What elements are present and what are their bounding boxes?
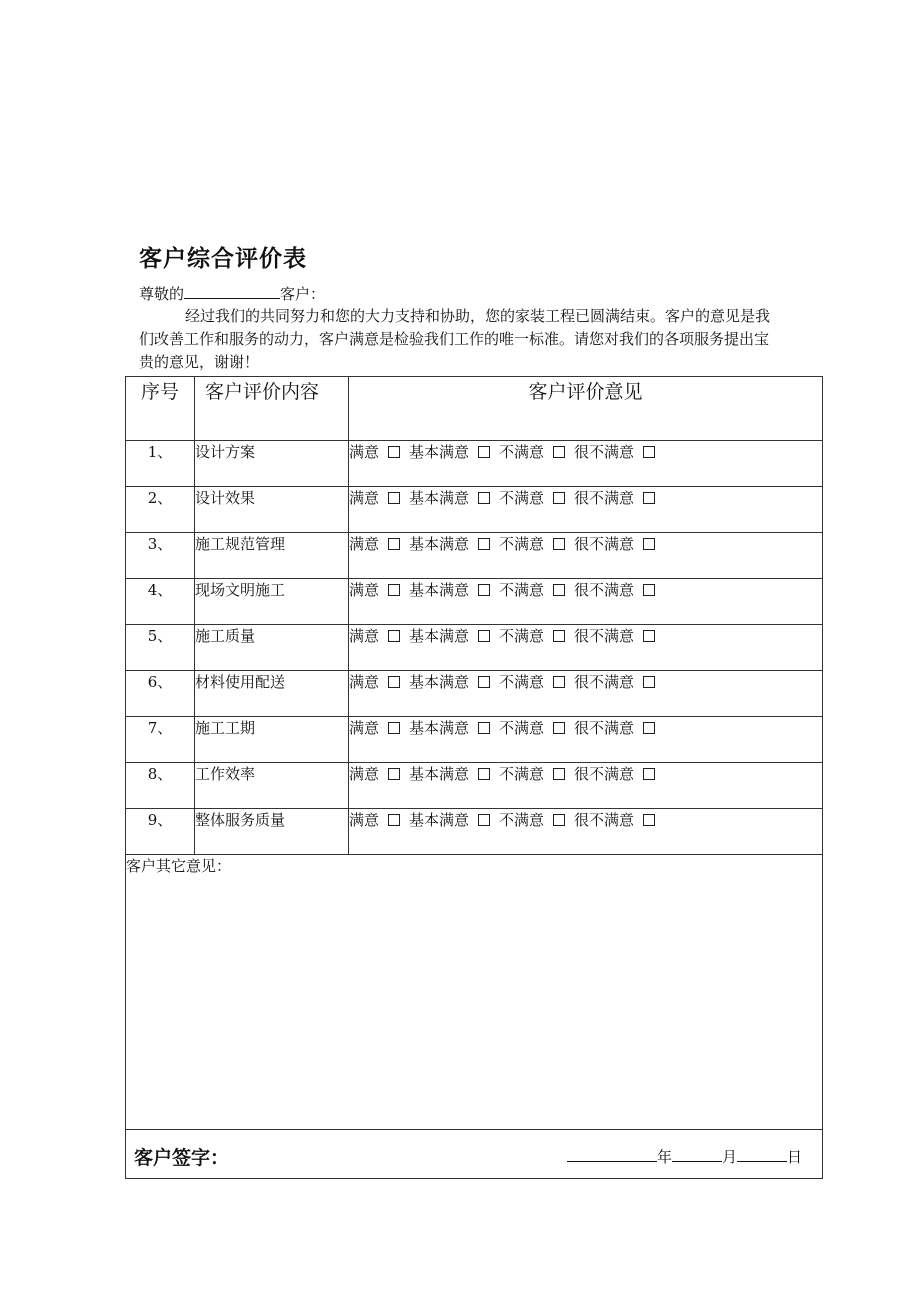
- rating-option-label: 不满意: [499, 535, 545, 553]
- rating-option-label: 基本满意: [409, 581, 470, 599]
- rating-checkbox[interactable]: [553, 538, 565, 550]
- customer-name-blank[interactable]: [184, 284, 280, 299]
- day-label: 日: [786, 1148, 802, 1166]
- rating-option-label: 不满意: [499, 489, 545, 507]
- row-number: 5、: [126, 625, 195, 671]
- header-content: 客户评价内容: [195, 377, 349, 441]
- table-row: [126, 717, 823, 763]
- rating-checkbox[interactable]: [388, 630, 400, 642]
- rating-checkbox[interactable]: [388, 538, 400, 550]
- rating-option: [499, 763, 565, 784]
- rating-option-label: 满意: [349, 811, 380, 829]
- rating-option-label: 基本满意: [409, 489, 470, 507]
- rating-option: [409, 487, 490, 508]
- rating-options: [349, 533, 823, 579]
- rating-checkbox[interactable]: [643, 584, 655, 596]
- rating-option-label: 基本满意: [409, 765, 470, 783]
- rating-option-label: 满意: [349, 765, 380, 783]
- row-number: 4、: [126, 579, 195, 625]
- rating-checkbox[interactable]: [553, 492, 565, 504]
- rating-checkbox[interactable]: [478, 492, 490, 504]
- row-item: 施工质量: [195, 625, 349, 671]
- row-number: 7、: [126, 717, 195, 763]
- rating-option-label: 满意: [349, 673, 380, 691]
- rating-option: [499, 625, 565, 646]
- rating-option-label: 满意: [349, 443, 380, 461]
- rating-option: [574, 809, 655, 830]
- rating-option-label: 基本满意: [409, 535, 470, 553]
- rating-checkbox[interactable]: [478, 446, 490, 458]
- rating-option-label: 很不满意: [574, 627, 635, 645]
- rating-option: [409, 671, 490, 692]
- table-row: [126, 579, 823, 625]
- rating-checkbox[interactable]: [388, 814, 400, 826]
- rating-checkbox[interactable]: [553, 630, 565, 642]
- rating-option: [574, 625, 655, 646]
- rating-option-label: 很不满意: [574, 535, 635, 553]
- rating-checkbox[interactable]: [388, 446, 400, 458]
- signature-cell: [126, 1130, 823, 1179]
- rating-option-label: 不满意: [499, 765, 545, 783]
- table-header-row: [126, 377, 823, 441]
- rating-option: [499, 809, 565, 830]
- rating-checkbox[interactable]: [643, 630, 655, 642]
- other-opinions-cell[interactable]: [126, 855, 823, 1130]
- rating-option: [574, 763, 655, 784]
- rating-option: [574, 717, 655, 738]
- rating-checkbox[interactable]: [388, 722, 400, 734]
- rating-option: [499, 671, 565, 692]
- rating-option-label: 很不满意: [574, 581, 635, 599]
- other-opinions-label: 客户其它意见：: [126, 857, 232, 875]
- rating-option: [349, 487, 400, 508]
- rating-option-label: 很不满意: [574, 811, 635, 829]
- rating-option: [409, 533, 490, 554]
- row-number: 1、: [126, 441, 195, 487]
- rating-option: [574, 671, 655, 692]
- rating-option-label: 很不满意: [574, 765, 635, 783]
- row-item: 现场文明施工: [195, 579, 349, 625]
- rating-option: [349, 671, 400, 692]
- rating-option: [409, 579, 490, 600]
- table-row: [126, 441, 823, 487]
- rating-checkbox[interactable]: [643, 538, 655, 550]
- row-item: 施工规范管理: [195, 533, 349, 579]
- rating-option: [499, 717, 565, 738]
- rating-option: [349, 625, 400, 646]
- rating-option: [349, 579, 400, 600]
- year-label: 年: [656, 1148, 672, 1166]
- rating-options: [349, 441, 823, 487]
- rating-checkbox[interactable]: [478, 584, 490, 596]
- rating-option-label: 不满意: [499, 811, 545, 829]
- rating-option: [574, 579, 655, 600]
- rating-options: [349, 763, 823, 809]
- rating-checkbox[interactable]: [388, 676, 400, 688]
- header-opinion: 客户评价意见: [349, 377, 823, 441]
- rating-option: [349, 441, 400, 462]
- rating-option: [349, 533, 400, 554]
- rating-option: [574, 533, 655, 554]
- table-row: [126, 533, 823, 579]
- rating-option-label: 很不满意: [574, 673, 635, 691]
- rating-checkbox[interactable]: [478, 722, 490, 734]
- rating-option: [409, 809, 490, 830]
- rating-option: [574, 441, 655, 462]
- rating-checkbox[interactable]: [643, 722, 655, 734]
- rating-option: [499, 579, 565, 600]
- table-row: [126, 809, 823, 855]
- rating-checkbox[interactable]: [388, 492, 400, 504]
- greeting-suffix: 客户：: [280, 285, 326, 303]
- rating-checkbox[interactable]: [388, 584, 400, 596]
- rating-option-label: 基本满意: [409, 443, 470, 461]
- row-item: 材料使用配送: [195, 671, 349, 717]
- day-blank[interactable]: [737, 1147, 787, 1162]
- row-item: 设计效果: [195, 487, 349, 533]
- rating-option: [349, 809, 400, 830]
- rating-option-label: 很不满意: [574, 489, 635, 507]
- rating-option: [349, 763, 400, 784]
- rating-option-label: 不满意: [499, 673, 545, 691]
- rating-checkbox[interactable]: [478, 768, 490, 780]
- rating-checkbox[interactable]: [553, 676, 565, 688]
- month-label: 月: [721, 1148, 737, 1166]
- rating-option-label: 很不满意: [574, 443, 635, 461]
- rating-checkbox[interactable]: [643, 446, 655, 458]
- table-row: [126, 671, 823, 717]
- rating-option: [574, 487, 655, 508]
- rating-option-label: 不满意: [499, 719, 545, 737]
- rating-checkbox[interactable]: [643, 768, 655, 780]
- rating-option-label: 满意: [349, 535, 380, 553]
- rating-options: [349, 487, 823, 533]
- rating-option: [349, 717, 400, 738]
- row-item: 设计方案: [195, 441, 349, 487]
- rating-checkbox[interactable]: [643, 676, 655, 688]
- year-blank[interactable]: [567, 1147, 657, 1162]
- rating-checkbox[interactable]: [553, 814, 565, 826]
- rating-checkbox[interactable]: [553, 584, 565, 596]
- row-number: 2、: [126, 487, 195, 533]
- row-number: 6、: [126, 671, 195, 717]
- rating-option: [499, 487, 565, 508]
- rating-options: [349, 579, 823, 625]
- rating-option: [499, 533, 565, 554]
- header-number: 序号: [126, 377, 195, 441]
- rating-options: [349, 671, 823, 717]
- rating-checkbox[interactable]: [478, 630, 490, 642]
- table-row: [126, 625, 823, 671]
- rating-option-label: 满意: [349, 581, 380, 599]
- rating-option-label: 基本满意: [409, 719, 470, 737]
- rating-checkbox[interactable]: [388, 768, 400, 780]
- rating-option-label: 基本满意: [409, 811, 470, 829]
- rating-option: [499, 441, 565, 462]
- rating-options: [349, 717, 823, 763]
- rating-option-label: 满意: [349, 627, 380, 645]
- rating-option-label: 不满意: [499, 443, 545, 461]
- signature-label: 客户签字：: [134, 1147, 230, 1169]
- rating-option-label: 基本满意: [409, 673, 470, 691]
- rating-option: [409, 717, 490, 738]
- row-item: 施工工期: [195, 717, 349, 763]
- rating-option-label: 很不满意: [574, 719, 635, 737]
- row-item: 整体服务质量: [195, 809, 349, 855]
- month-blank[interactable]: [672, 1147, 722, 1162]
- page-title: 客户综合评价表: [139, 246, 307, 272]
- rating-option-label: 满意: [349, 719, 380, 737]
- rating-options: [349, 625, 823, 671]
- rating-checkbox[interactable]: [553, 446, 565, 458]
- rating-checkbox[interactable]: [643, 814, 655, 826]
- row-number: 8、: [126, 763, 195, 809]
- rating-checkbox[interactable]: [643, 492, 655, 504]
- table-row: [126, 487, 823, 533]
- rating-option-label: 不满意: [499, 581, 545, 599]
- greeting-prefix: 尊敬的: [139, 285, 185, 303]
- rating-options: [349, 809, 823, 855]
- greeting: [139, 283, 325, 304]
- rating-option-label: 基本满意: [409, 627, 470, 645]
- row-item: 工作效率: [195, 763, 349, 809]
- intro-paragraph: 经过我们的共同努力和您的大力支持和协助，您的家装工程已圆满结束。客户的意见是我们改善工作和服务的动力，客户满意是检验我们工作的唯一标准。请您对我们的各项服务提出宝贵的意见，谢谢！: [139, 307, 771, 371]
- row-number: 9、: [126, 809, 195, 855]
- table-row: [126, 763, 823, 809]
- rating-checkbox[interactable]: [478, 814, 490, 826]
- rating-option: [409, 441, 490, 462]
- row-number: 3、: [126, 533, 195, 579]
- rating-option-label: 不满意: [499, 627, 545, 645]
- rating-option: [409, 625, 490, 646]
- rating-checkbox[interactable]: [553, 722, 565, 734]
- rating-checkbox[interactable]: [478, 676, 490, 688]
- rating-checkbox[interactable]: [553, 768, 565, 780]
- date-fields: [567, 1146, 802, 1167]
- evaluation-table: [125, 376, 823, 1179]
- rating-option-label: 满意: [349, 489, 380, 507]
- rating-checkbox[interactable]: [478, 538, 490, 550]
- rating-option: [409, 763, 490, 784]
